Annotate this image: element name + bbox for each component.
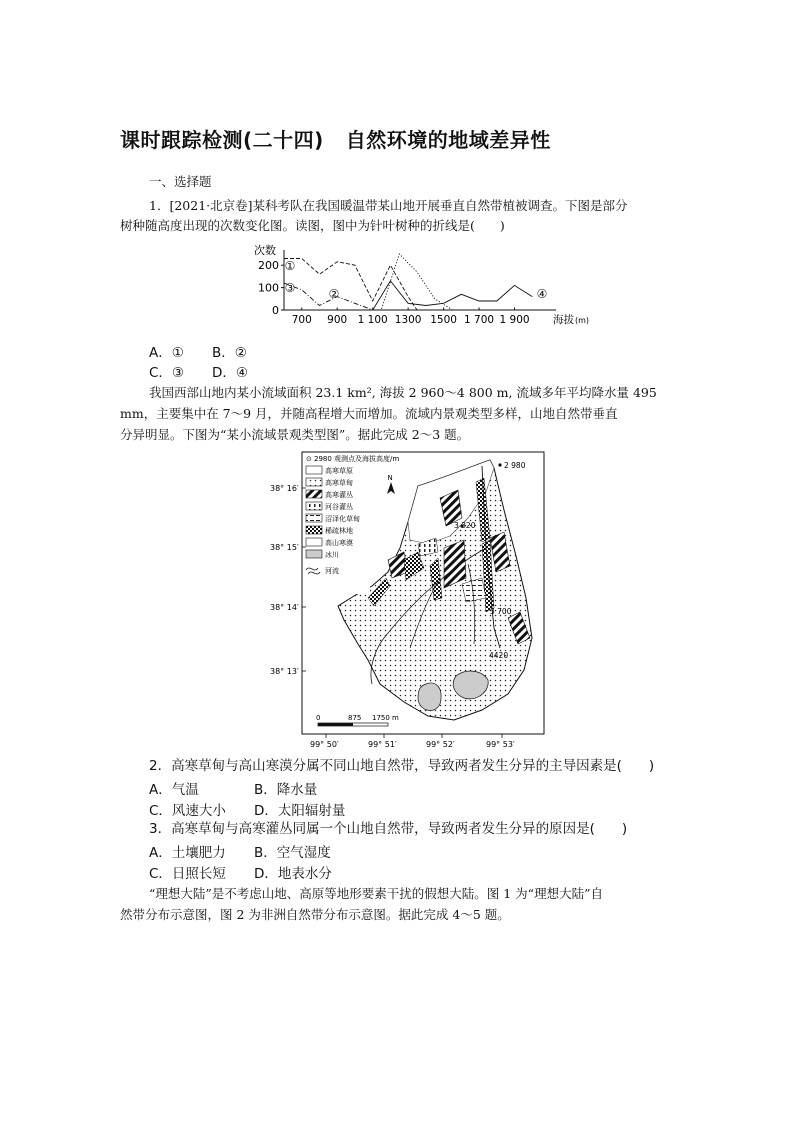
passage1-line3: 分异明显。下图为“某小流域景观类型图”。据此完成 2～3 题。	[120, 427, 470, 442]
q2-option-a[interactable]: A．气温	[149, 782, 199, 798]
q3-option-a[interactable]: A．土壤肥力	[149, 845, 226, 861]
y-tick-label: 200	[258, 259, 279, 273]
point-3700: 3 700	[490, 607, 512, 616]
legend-river: 河流	[325, 567, 339, 575]
series-label-4: ④	[536, 287, 548, 301]
q2-stem: 2．高寒草甸与高山寒漠分属不同山地自然带，导致两者发生分异的主导因素是( )	[149, 758, 655, 774]
x-tick-label: 900	[327, 314, 348, 326]
lat-label-3: 38° 14′	[270, 603, 299, 612]
lat-label-2: 38° 15′	[270, 543, 299, 552]
lat-label-1: 38° 16′	[270, 484, 299, 493]
point-3320: 3 320	[454, 521, 476, 530]
q1-stem-line2: 树种随高度出现的次数变化图。读图，图中为针叶树种的折线是( )	[120, 218, 505, 233]
legend-alpine-desert: 高山寒漠	[325, 539, 353, 547]
point-4420: 4420	[489, 651, 509, 660]
title-main: 课时跟踪检测(二十四)	[120, 128, 324, 152]
x-axis-title: 海拔	[553, 314, 574, 326]
legend-alpine-meadow: 高寒草甸	[325, 479, 353, 487]
legend-alpine-shrub: 高寒灌丛	[325, 491, 353, 499]
series-line-2	[382, 254, 453, 310]
q2-option-c[interactable]: C．风速大小	[149, 803, 226, 819]
q1-option-c[interactable]: C．③	[149, 365, 185, 381]
glacier-2	[418, 683, 441, 711]
svg-text:875: 875	[348, 714, 362, 722]
x-tick-label: 700	[291, 314, 312, 326]
chart-labels	[254, 243, 589, 326]
lat-label-4: 38° 13′	[270, 667, 299, 676]
x-axis-unit: (m)	[575, 316, 590, 325]
page-title	[120, 124, 551, 153]
title-sub: 自然环境的地域差异性	[345, 128, 551, 152]
legend-swamp-meadow: 沼泽化草甸	[325, 515, 360, 523]
section-heading: 一、选择题	[149, 174, 212, 189]
x-tick-label: 1 100	[357, 314, 388, 326]
svg-text:1750 m: 1750 m	[372, 714, 399, 722]
q3-stem: 3．高寒草甸与高寒灌丛同属一个山地自然带，导致两者发生分异的原因是( )	[149, 821, 628, 837]
altitude-frequency-chart	[250, 240, 590, 328]
legend-alpine-steppe: 高寒草原	[325, 467, 353, 475]
chart-axes	[281, 250, 556, 310]
passage1-line1: 我国西部山地内某小流域面积 23.1 km², 海拔 2 960～4 800 m, 流域多年平均降水量 495	[149, 385, 657, 400]
q1-option-d[interactable]: D．④	[212, 365, 248, 381]
legend-glacier: 冰川	[325, 551, 339, 559]
x-tick-label: 1 700	[464, 314, 495, 326]
svg-text:0: 0	[316, 714, 321, 722]
q2-option-d[interactable]: D．太阳辐射量	[254, 803, 346, 819]
x-tick-label: 1500	[430, 314, 457, 326]
series-line-1	[284, 259, 417, 311]
x-tick-label: 1300	[394, 314, 422, 326]
y-tick-label: 0	[272, 304, 279, 317]
q3-option-b[interactable]: B．空气湿度	[254, 845, 331, 861]
series-label-2: ②	[328, 287, 340, 301]
series-line-4	[373, 281, 533, 310]
q3-option-c[interactable]: C．日照长短	[149, 866, 226, 882]
chart-series	[284, 254, 532, 310]
q2-option-b[interactable]: B．降水量	[254, 782, 318, 798]
legend-observation: 2980 观测点及海拔高度/m	[314, 455, 400, 463]
passage2-line1: “理想大陆”是不考虑山地、高原等地形要素干扰的假想大陆。图 1 为“理想大陆”自	[149, 886, 603, 901]
q1-option-a[interactable]: A．①	[149, 345, 184, 361]
point-2980: 2 980	[504, 461, 526, 470]
q3-option-d[interactable]: D．地表水分	[254, 866, 332, 882]
lon-label-2: 99° 51′	[368, 740, 397, 749]
lon-label-4: 99° 53′	[486, 740, 515, 749]
series-label-1: ①	[284, 259, 296, 273]
svg-text:N: N	[387, 474, 393, 482]
lon-label-3: 99° 52′	[426, 740, 455, 749]
lon-label-1: 99° 50′	[310, 740, 339, 749]
x-tick-label: 1 900	[499, 314, 530, 326]
y-tick-label: 100	[258, 281, 279, 295]
y-axis-title: 次数	[254, 244, 276, 257]
q1-stem-line1: 1．[2021·北京卷]某科考队在我国暖温带某山地开展垂直自然带植被调查。下图是部分	[149, 198, 628, 213]
passage2-line2: 然带分布示意图，图 2 为非洲自然带分布示意图。据此完成 4～5 题。	[120, 907, 510, 922]
legend-valley-shrub: 河谷灌丛	[325, 503, 353, 511]
watershed-landscape-map	[268, 448, 558, 750]
q1-option-b[interactable]: B．②	[212, 345, 247, 361]
svg-text:⊙: ⊙	[306, 455, 312, 463]
series-label-3: ③	[284, 281, 296, 295]
legend-sparse-forest: 稀疏林地	[325, 527, 353, 535]
passage1-line2: mm，主要集中在 7～9 月，并随高程增大而增加。流域内景观类型多样，山地自然带垂直	[120, 406, 618, 421]
